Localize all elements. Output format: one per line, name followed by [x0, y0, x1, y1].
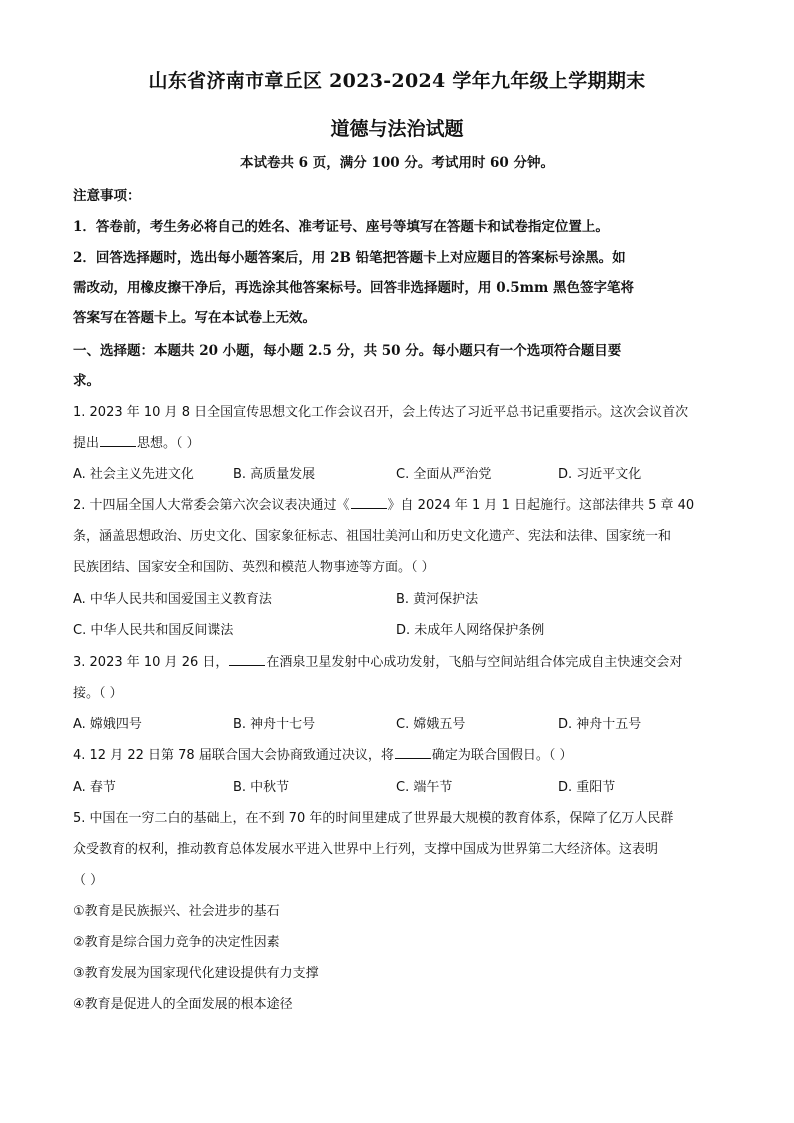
question-1-option-a: A. 社会主义先进文化 — [73, 467, 194, 482]
question-5-line-2: 众受教育的权利，推动教育总体发展水平进入世界中上行列，支撑中国成为世界第二大经济体。这表明 — [73, 842, 659, 857]
question-4-option-a: A. 春节 — [73, 780, 116, 795]
question-3-option-c: C. 嫦娥五号 — [396, 717, 466, 732]
question-2-option-c: C. 中华人民共和国反间谍法 — [73, 623, 234, 638]
question-2-option-d: D. 未成年人网络保护条例 — [396, 623, 545, 638]
question-3-line-1 — [73, 651, 733, 670]
notice-item-2-line-1: 2．回答选择题时，选出每小题答案后，用 2B 铅笔把答题卡上对应题目的答案标号涂黑。如 — [73, 250, 626, 266]
answer-blank — [395, 746, 431, 759]
notice-heading: 注意事项： — [73, 188, 141, 204]
question-2-option-b: B. 黄河保护法 — [396, 592, 479, 607]
question-5-statement-3: ③教育发展为国家现代化建设提供有力支撑 — [73, 966, 319, 981]
question-4-option-d: D. 重阳节 — [558, 780, 616, 795]
exam-title: 山东省济南市章丘区 2023-2024 学年九年级上学期期末 — [148, 70, 646, 92]
question-2-line-1 — [73, 494, 733, 513]
question-4-line-1 — [73, 744, 733, 763]
question-1-line-1: 1. 2023 年 10 月 8 日全国宣传思想文化工作会议召开，会上传达了习近平总书记重要指示。这次会议首次 — [73, 405, 689, 420]
question-1-option-d: D. 习近平文化 — [558, 467, 642, 482]
question-3-text-pre: 3. 2023 年 10 月 26 日， — [73, 655, 229, 670]
question-5-statement-4: ④教育是促进人的全面发展的根本途径 — [73, 997, 293, 1012]
section-heading-line-1: 一、选择题：本题共 20 小题，每小题 2.5 分，共 50 分。每小题只有一个选项符合题目要 — [73, 343, 622, 359]
question-5-line-1: 5. 中国在一穷二白的基础上，在不到 70 年的时间里建成了世界最大规模的教育体系，保障了亿万人民群 — [73, 811, 674, 826]
question-5-line-3: （ ） — [73, 873, 104, 888]
exam-subject-title: 道德与法治试题 — [330, 118, 464, 140]
question-1-text-pre: 提出 — [73, 436, 100, 451]
question-3-option-a: A. 嫦娥四号 — [73, 717, 142, 732]
question-2-line-3: 民族团结、国家安全和国防、英烈和模范人物事迹等方面。（ ） — [73, 560, 435, 575]
notice-item-2-line-3: 答案写在答题卡上。写在本试卷上无效。 — [73, 310, 316, 326]
question-3-option-b: B. 神舟十七号 — [233, 717, 316, 732]
exam-info: 本试卷共 6 页，满分 100 分。考试用时 60 分钟。 — [239, 155, 555, 171]
answer-blank — [229, 653, 265, 666]
question-2-text-pre: 2. 十四届全国人大常委会第六次会议表决通过《 — [73, 498, 350, 513]
answer-blank — [351, 496, 387, 509]
notice-item-2-line-2: 需改动，用橡皮擦干净后，再选涂其他答案标号。回答非选择题时，用 0.5mm 黑色签字笔将 — [73, 280, 634, 296]
question-1-option-b: B. 高质量发展 — [233, 467, 316, 482]
question-5-statement-1: ①教育是民族振兴、社会进步的基石 — [73, 904, 280, 919]
question-5-statement-2: ②教育是综合国力竞争的决定性因素 — [73, 935, 280, 950]
section-heading-line-2: 求。 — [73, 373, 100, 389]
question-4-option-c: C. 端午节 — [396, 780, 453, 795]
question-2-text-post: 》自 2024 年 1 月 1 日起施行。这部法律共 5 章 40 — [387, 498, 695, 513]
answer-blank — [100, 434, 136, 447]
question-4-option-b: B. 中秋节 — [233, 780, 290, 795]
notice-item-1: 1．答卷前，考生务必将自己的姓名、准考证号、座号等填写在答题卡和试卷指定位置上。 — [73, 219, 609, 235]
question-1-text-post: 思想。（ ） — [137, 436, 200, 451]
question-2-option-a: A. 中华人民共和国爱国主义教育法 — [73, 592, 272, 607]
question-1-line-2 — [73, 432, 733, 451]
question-4-text-pre: 4. 12 月 22 日第 78 届联合国大会协商致通过决议，将 — [73, 748, 394, 763]
question-3-line-2: 接。（ ） — [73, 686, 123, 701]
question-2-line-2: 条，涵盖思想政治、历史文化、国家象征标志、祖国壮美河山和历史文化遗产、宪法和法律、国家统一和 — [73, 529, 672, 544]
question-1-option-c: C. 全面从严治党 — [396, 467, 492, 482]
question-3-option-d: D. 神舟十五号 — [558, 717, 642, 732]
question-3-text-post: 在酒泉卫星发射中心成功发射，飞船与空间站组合体完成自主快速交会对 — [266, 655, 683, 670]
question-4-text-post: 确定为联合国假日。（ ） — [431, 748, 573, 763]
